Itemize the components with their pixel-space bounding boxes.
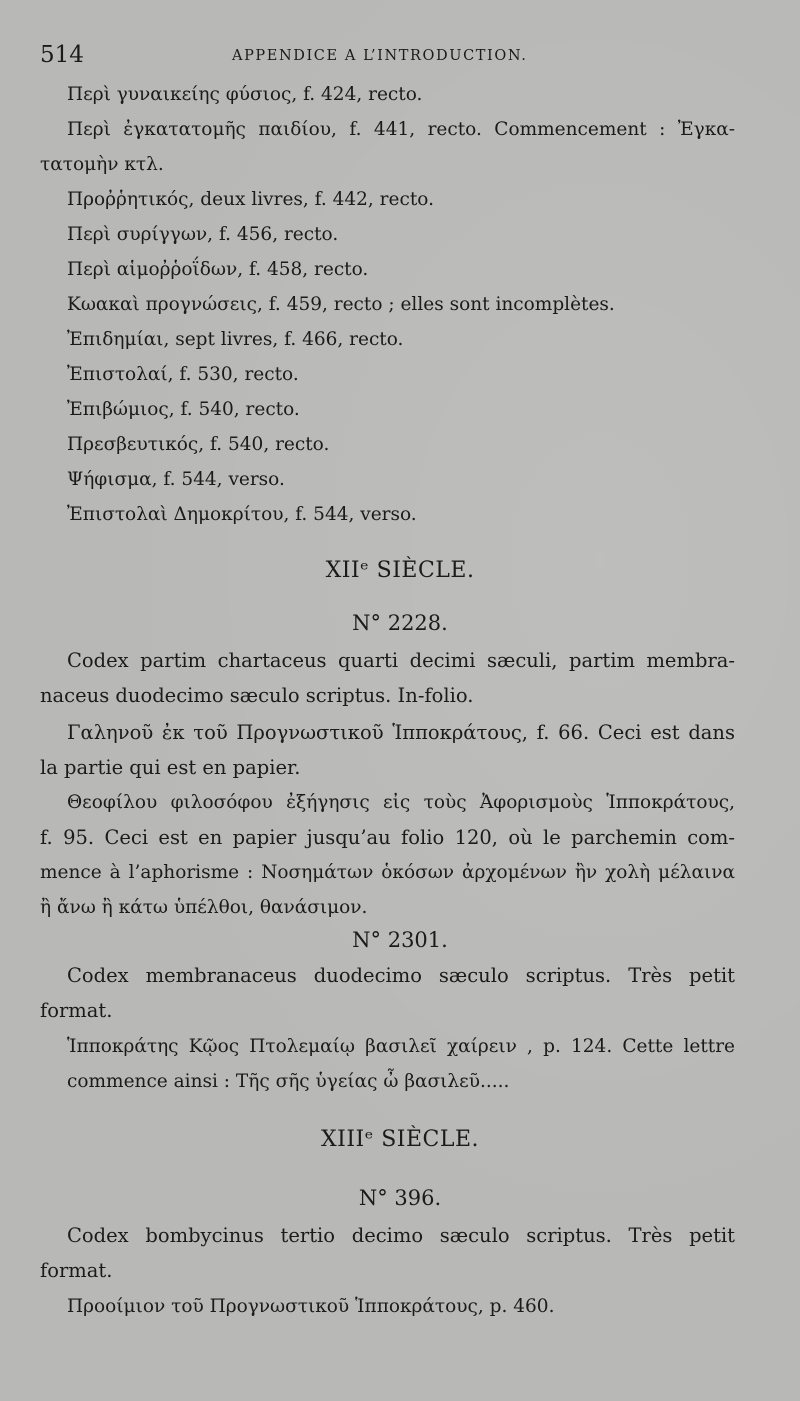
page-header [40,42,760,72]
list-item: Περὶ ἐγκατατομῆς παιδίου, f. 441, recto. Commencement : Ἐγκα- [67,119,735,140]
codex-number-2301: N° 2301. [352,928,448,952]
list-item: Ἐπιβώμιος, f. 540, recto. [67,399,300,420]
codex-line: la partie qui est en papier. [40,756,301,779]
codex-line: ἢ ἄνω ἢ κάτω ὑπέλθοι, θανάσιμον. [40,897,368,918]
list-item: Ἐπιστολαὶ Δημοκρίτου, f. 544, verso. [67,504,417,525]
codex-number-396: N° 396. [358,1186,442,1210]
list-item: Περὶ γυναικείης φύσιος, f. 424, recto. [67,84,423,105]
list-item: Περὶ αἱμοῤῥοΐδων, f. 458, recto. [67,259,369,280]
running-head: APPENDICE A L’INTRODUCTION. [232,48,528,64]
list-item-continuation: τατομὴν κτλ. [40,154,164,175]
list-item: Ψήφισμα, f. 544, verso. [67,469,285,490]
codex-line: Codex partim chartaceus quarti decimi sæculi, partim membra- [67,649,735,672]
codex-line: mence à l’aphorisme : Νοσημάτων ὁκόσων ἀρχομένων ἢν χολὴ μέλαινα [40,862,735,883]
codex-line: format. [40,999,113,1022]
codex-line: format. [40,1259,113,1282]
section-heading-xiii: XIIIᵉ SIÈCLE. [320,1127,480,1152]
page-number: 514 [40,42,84,68]
codex-line: Θεοφίλου φιλοσόφου ἐξήγησις εἰς τοὺς Ἀφορισμοὺς Ἱπποκράτους, [67,792,735,813]
codex-line: Codex bombycinus tertio decimo sæculo scriptus. Très petit [67,1224,735,1247]
codex-line: Προοίμιον τοῦ Προγνωστικοῦ Ἱπποκράτους, p. 460. [67,1296,555,1317]
list-item: Κωακαὶ προγνώσεις, f. 459, recto ; elles sont incomplètes. [67,294,615,315]
codex-line: Codex membranaceus duodecimo sæculo scriptus. Très petit [67,964,735,987]
list-item: Προῤῥητικός, deux livres, f. 442, recto. [67,189,434,210]
codex-number-2228: N° 2228. [352,611,448,635]
list-item: Ἐπιδημίαι, sept livres, f. 466, recto. [67,329,404,350]
codex-line: naceus duodecimo sæculo scriptus. In-folio. [40,684,474,707]
codex-line: f. 95. Ceci est en papier jusqu’au folio 120, où le parchemin com- [40,826,735,849]
codex-line: Γαληνοῦ ἐκ τοῦ Προγνωστικοῦ Ἱπποκράτους, f. 66. Ceci est dans [67,721,735,744]
codex-line: Ἱπποκράτης Κῷος Πτολεμαίῳ βασιλεῖ χαίρειν , p. 124. Cette lettre [67,1036,735,1057]
section-heading-xii: XIIᵉ SIÈCLE. [325,558,475,583]
list-item: Περὶ συρίγγων, f. 456, recto. [67,224,339,245]
list-item: Πρεσβευτικός, f. 540, recto. [67,434,330,455]
list-item: Ἐπιστολαί, f. 530, recto. [67,364,299,385]
codex-line: commence ainsi : Τῆς σῆς ὑγείας ὦ βασιλεῦ..... [67,1071,510,1092]
